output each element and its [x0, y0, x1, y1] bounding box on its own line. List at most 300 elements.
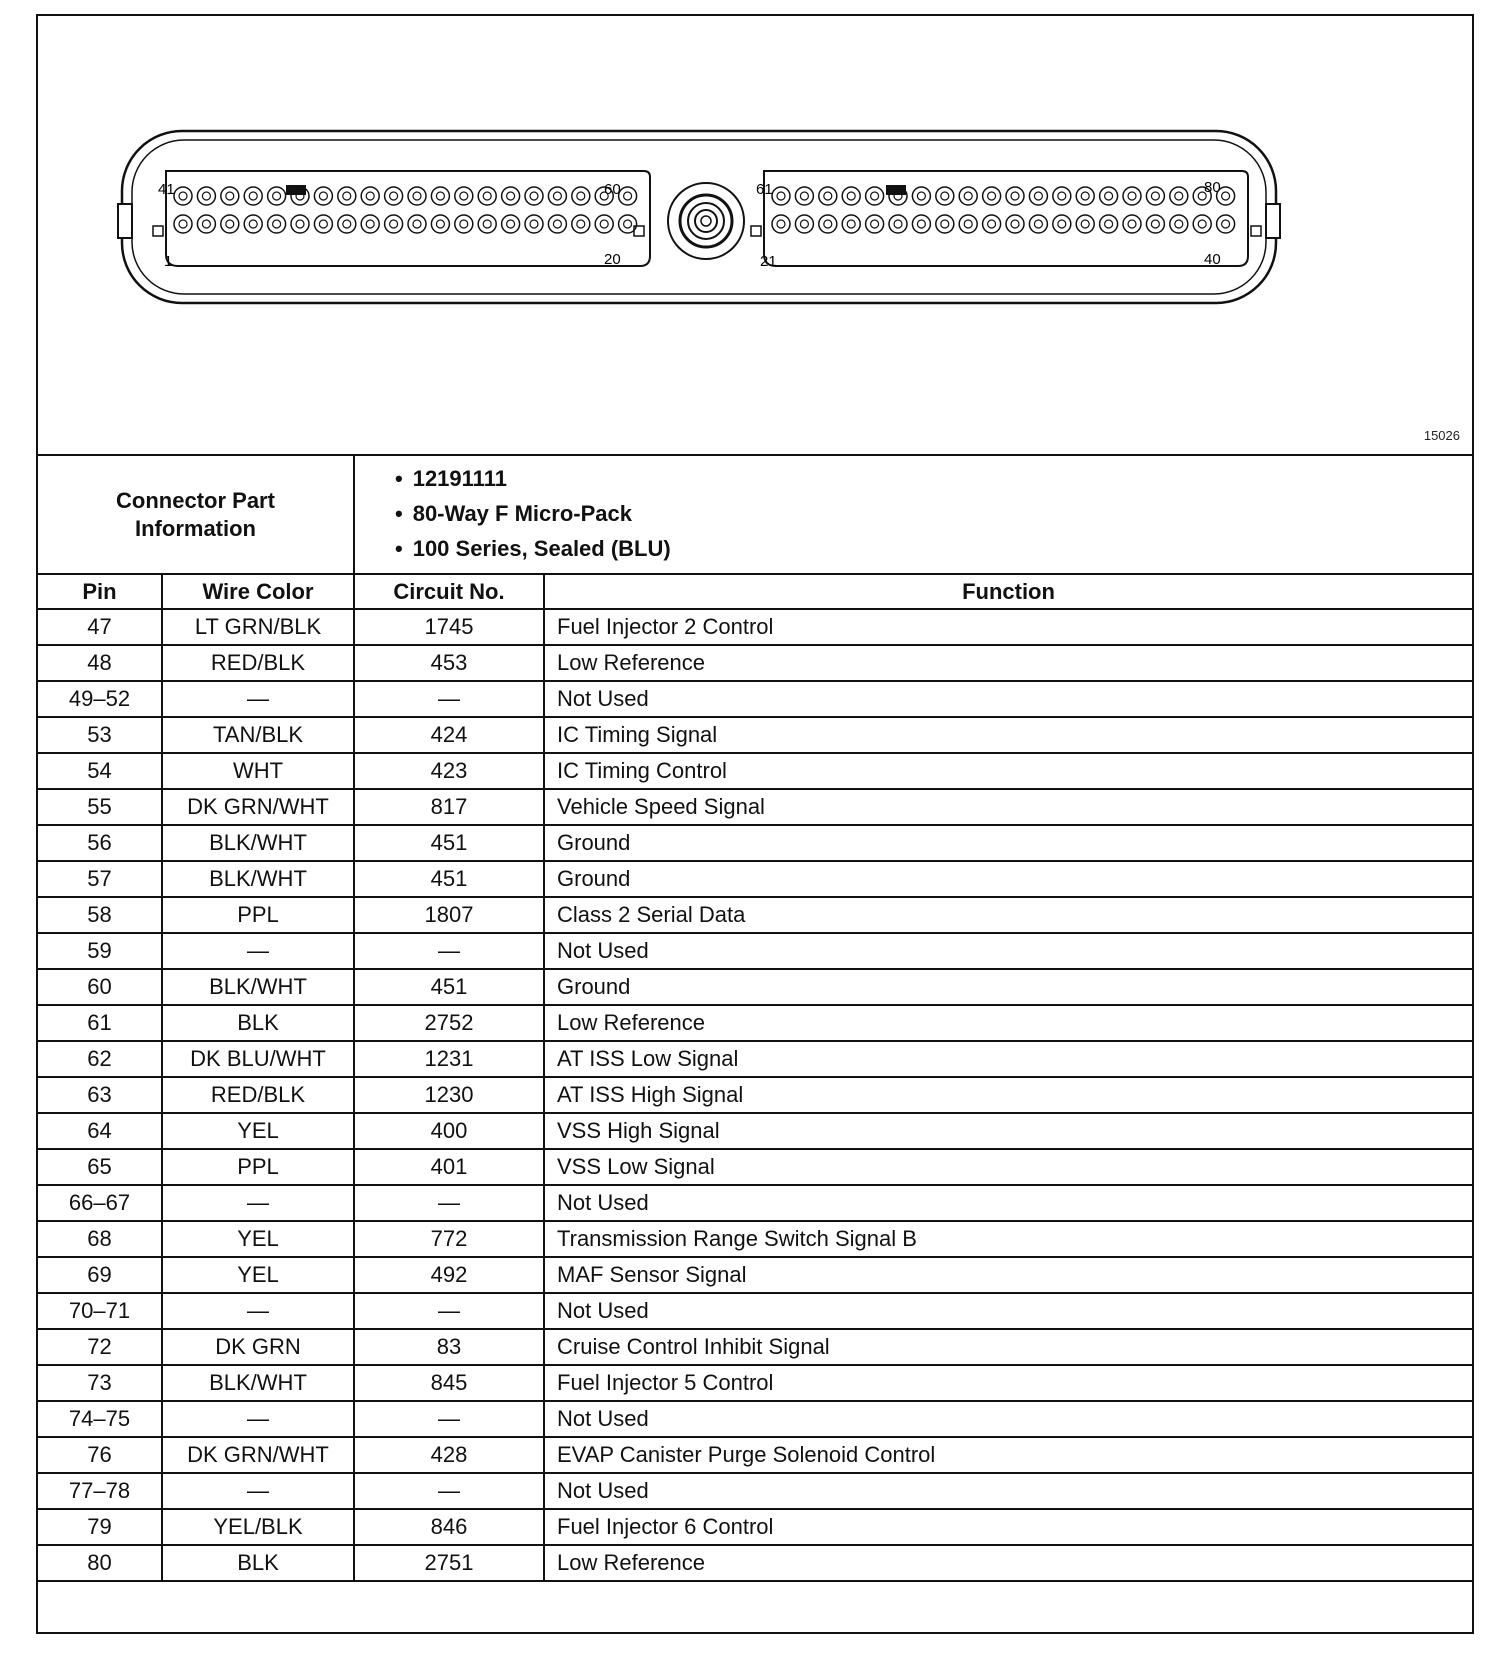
pin-terminal [226, 192, 234, 200]
pin-cell: 53 [37, 717, 162, 753]
circuit-cell: 846 [354, 1509, 544, 1545]
pin-terminal [917, 192, 925, 200]
circuit-cell: 817 [354, 789, 544, 825]
pin-terminal [390, 192, 398, 200]
pin-cell: 68 [37, 1221, 162, 1257]
circuit-cell: 772 [354, 1221, 544, 1257]
function-cell: Ground [544, 825, 1473, 861]
pin-terminal [249, 192, 257, 200]
pin-cell: 80 [37, 1545, 162, 1581]
wire-color-cell: PPL [162, 897, 354, 933]
pin-cavity [502, 187, 520, 205]
circuit-cell: 1230 [354, 1077, 544, 1113]
wire-color-cell: BLK/WHT [162, 861, 354, 897]
table-row [37, 717, 1473, 753]
pin-cavity [431, 187, 449, 205]
pin-cell: 65 [37, 1149, 162, 1185]
pin-cavity [1029, 215, 1047, 233]
connector-drawing [38, 16, 1474, 454]
pin-terminal [530, 220, 538, 228]
function-cell: AT ISS Low Signal [544, 1041, 1473, 1077]
table-row [37, 1401, 1473, 1437]
table-row [37, 933, 1473, 969]
wire-color-cell: — [162, 681, 354, 717]
circuit-cell: 451 [354, 861, 544, 897]
wire-color-cell: DK GRN [162, 1329, 354, 1365]
pin-cavity [197, 187, 215, 205]
pin-cavity [1029, 187, 1047, 205]
function-cell: Vehicle Speed Signal [544, 789, 1473, 825]
function-cell: AT ISS High Signal [544, 1077, 1473, 1113]
pin-cell: 58 [37, 897, 162, 933]
connector-series: • 100 Series, Sealed (BLU) [395, 534, 1472, 569]
pin-cavity [959, 187, 977, 205]
pin-cavity [1076, 187, 1094, 205]
table-row [37, 1041, 1473, 1077]
pin-cavity [385, 187, 403, 205]
pin-cell: 54 [37, 753, 162, 789]
table-row [37, 1221, 1473, 1257]
function-cell: Not Used [544, 1473, 1473, 1509]
wire-color-cell: — [162, 1185, 354, 1221]
pin-terminal [507, 192, 515, 200]
wire-color-cell: RED/BLK [162, 645, 354, 681]
pin-cavity [1193, 215, 1211, 233]
header-row [37, 574, 1473, 609]
function-cell: MAF Sensor Signal [544, 1257, 1473, 1293]
pin-cell: 70–71 [37, 1293, 162, 1329]
pin-terminal [777, 192, 785, 200]
pin-cell: 74–75 [37, 1401, 162, 1437]
pin-terminal [553, 192, 561, 200]
pin-cavity [478, 215, 496, 233]
table-row [37, 1257, 1473, 1293]
function-cell: Ground [544, 969, 1473, 1005]
table-row [37, 1329, 1473, 1365]
pin-cavity [197, 215, 215, 233]
wire-color-cell: — [162, 1401, 354, 1437]
connector-part-info-list [354, 455, 1473, 574]
function-cell: IC Timing Control [544, 753, 1473, 789]
pin-cell: 77–78 [37, 1473, 162, 1509]
pin-terminal [436, 220, 444, 228]
table-row [37, 1149, 1473, 1185]
pin-cavity [361, 187, 379, 205]
pin-label-60: 60 [604, 181, 621, 198]
function-cell: EVAP Canister Purge Solenoid Control [544, 1437, 1473, 1473]
wire-color-cell: YEL [162, 1221, 354, 1257]
circuit-cell: 1745 [354, 609, 544, 645]
wire-color-cell: BLK [162, 1005, 354, 1041]
circuit-cell: 423 [354, 753, 544, 789]
pin-cavity [572, 187, 590, 205]
pin-cavity [174, 215, 192, 233]
pin-terminal [343, 220, 351, 228]
pin-cavity [983, 187, 1001, 205]
pin-terminal [1105, 220, 1113, 228]
pin-terminal [319, 192, 327, 200]
circuit-cell: — [354, 1401, 544, 1437]
wire-color-cell: DK BLU/WHT [162, 1041, 354, 1077]
pin-terminal [988, 220, 996, 228]
pin-label-20: 20 [604, 251, 621, 268]
header-circuit: Circuit No. [354, 574, 544, 609]
pin-cavity [1100, 187, 1118, 205]
pin-terminal [964, 192, 972, 200]
pin-cell: 66–67 [37, 1185, 162, 1221]
pin-terminal [800, 220, 808, 228]
pin-cell: 57 [37, 861, 162, 897]
header-pin: Pin [37, 574, 162, 609]
connector-type: • 80-Way F Micro-Pack [395, 499, 1472, 534]
pin-cavity [338, 215, 356, 233]
circuit-cell: — [354, 933, 544, 969]
pin-label-80: 80 [1204, 179, 1221, 196]
pin-cell: 59 [37, 933, 162, 969]
pin-cavity [795, 187, 813, 205]
table-row [37, 1077, 1473, 1113]
pin-cavity [842, 187, 860, 205]
pin-terminal [436, 192, 444, 200]
pin-terminal [1011, 220, 1019, 228]
function-cell: Fuel Injector 2 Control [544, 609, 1473, 645]
pin-cavity [408, 215, 426, 233]
pin-terminal [600, 220, 608, 228]
table-row [37, 681, 1473, 717]
function-cell: Transmission Range Switch Signal B [544, 1221, 1473, 1257]
pin-cell: 63 [37, 1077, 162, 1113]
pin-cavity [866, 187, 884, 205]
function-cell: Low Reference [544, 1005, 1473, 1041]
pin-cavity [1146, 215, 1164, 233]
pin-terminal [847, 192, 855, 200]
pin-cavity [889, 215, 907, 233]
table-row [37, 1185, 1473, 1221]
table-row [37, 645, 1473, 681]
pin-terminal [941, 192, 949, 200]
pin-cavity [1193, 187, 1211, 205]
pin-cavity [431, 215, 449, 233]
circuit-cell: — [354, 1185, 544, 1221]
pin-cell: 56 [37, 825, 162, 861]
pin-cavity [314, 187, 332, 205]
pin-terminal [460, 220, 468, 228]
function-cell: Fuel Injector 5 Control [544, 1365, 1473, 1401]
pin-cavity [936, 187, 954, 205]
pin-terminal [483, 220, 491, 228]
wire-color-cell: DK GRN/WHT [162, 1437, 354, 1473]
pin-terminal [390, 220, 398, 228]
pin-cell: 73 [37, 1365, 162, 1401]
pin-terminal [553, 220, 561, 228]
pin-terminal [413, 220, 421, 228]
function-cell: Cruise Control Inhibit Signal [544, 1329, 1473, 1365]
document-frame [36, 14, 1474, 1634]
pin-terminal [179, 220, 187, 228]
pin-terminal [273, 192, 281, 200]
pin-terminal [507, 220, 515, 228]
pin-terminal [1128, 220, 1136, 228]
pin-cavity [912, 187, 930, 205]
pin-cavity [548, 215, 566, 233]
pin-cavity [619, 215, 637, 233]
pin-label-21: 21 [760, 253, 777, 270]
pin-cavity [772, 187, 790, 205]
pin-terminal [917, 220, 925, 228]
pin-cavity [1217, 187, 1235, 205]
pin-terminal [894, 220, 902, 228]
pin-terminal [1175, 220, 1183, 228]
pin-terminal [343, 192, 351, 200]
header-function: Function [544, 574, 1473, 609]
pin-terminal [483, 192, 491, 200]
wire-color-cell: — [162, 1473, 354, 1509]
pin-cavity [595, 215, 613, 233]
function-cell: VSS High Signal [544, 1113, 1473, 1149]
pin-cell: 47 [37, 609, 162, 645]
table-row [37, 897, 1473, 933]
circuit-cell: — [354, 1473, 544, 1509]
pin-cell: 62 [37, 1041, 162, 1077]
pin-terminal [1222, 192, 1230, 200]
wire-color-cell: RED/BLK [162, 1077, 354, 1113]
pin-cavity [772, 215, 790, 233]
pin-terminal [1081, 192, 1089, 200]
pin-cavity [866, 215, 884, 233]
pin-cell: 64 [37, 1113, 162, 1149]
function-cell: Not Used [544, 681, 1473, 717]
circuit-cell: — [354, 1293, 544, 1329]
pin-terminal [1222, 220, 1230, 228]
table-row [37, 1509, 1473, 1545]
wire-color-cell: — [162, 1293, 354, 1329]
table-row [37, 1473, 1473, 1509]
wire-color-cell: — [162, 933, 354, 969]
pin-cavity [455, 215, 473, 233]
pin-cell: 76 [37, 1437, 162, 1473]
pin-cavity [244, 215, 262, 233]
pin-terminal [296, 220, 304, 228]
pin-cavity [819, 215, 837, 233]
circuit-cell: 451 [354, 825, 544, 861]
pin-cavity [959, 215, 977, 233]
table-row [37, 753, 1473, 789]
pin-terminal [941, 220, 949, 228]
pin-cavity [1217, 215, 1235, 233]
pin-cavity [1006, 187, 1024, 205]
pin-terminal [366, 220, 374, 228]
table-row [37, 861, 1473, 897]
connector-table [36, 454, 1474, 1582]
pin-terminal [577, 192, 585, 200]
pin-cell: 61 [37, 1005, 162, 1041]
wire-color-cell: DK GRN/WHT [162, 789, 354, 825]
pin-cell: 49–52 [37, 681, 162, 717]
function-cell: Low Reference [544, 1545, 1473, 1581]
connector-diagram [38, 16, 1472, 454]
pin-terminal [319, 220, 327, 228]
function-cell: Fuel Injector 6 Control [544, 1509, 1473, 1545]
wire-color-cell: YEL/BLK [162, 1509, 354, 1545]
circuit-cell: 845 [354, 1365, 544, 1401]
pin-cavity [478, 187, 496, 205]
pin-cavity [221, 187, 239, 205]
table-row [37, 1545, 1473, 1581]
pin-terminal [871, 220, 879, 228]
pin-terminal [179, 192, 187, 200]
pin-terminal [1011, 192, 1019, 200]
pin-cavity [795, 215, 813, 233]
pin-terminal [1034, 192, 1042, 200]
pin-cavity [1170, 187, 1188, 205]
pin-cavity [936, 215, 954, 233]
pin-label-1: 1 [164, 253, 173, 270]
circuit-cell: 424 [354, 717, 544, 753]
pin-cavity [268, 215, 286, 233]
pin-terminal [824, 192, 832, 200]
pin-cavity [572, 215, 590, 233]
pin-cavity [1006, 215, 1024, 233]
function-cell: VSS Low Signal [544, 1149, 1473, 1185]
pin-cavity [983, 215, 1001, 233]
pin-terminal [413, 192, 421, 200]
pin-terminal [1034, 220, 1042, 228]
pin-terminal [800, 192, 808, 200]
function-cell: Not Used [544, 1401, 1473, 1437]
pin-cavity [1170, 215, 1188, 233]
table-row [37, 969, 1473, 1005]
pin-cavity [502, 215, 520, 233]
part-number: • 12191111 [395, 464, 1472, 499]
pin-cavity [619, 187, 637, 205]
pin-terminal [777, 220, 785, 228]
circuit-cell: 2752 [354, 1005, 544, 1041]
pin-terminal [1081, 220, 1089, 228]
pin-terminal [202, 192, 210, 200]
pin-cell: 55 [37, 789, 162, 825]
table-row [37, 1437, 1473, 1473]
pin-terminal [964, 220, 972, 228]
wire-color-cell: YEL [162, 1113, 354, 1149]
pin-terminal [273, 220, 281, 228]
circuit-cell: 401 [354, 1149, 544, 1185]
pin-cavity [1123, 215, 1141, 233]
pin-cavity [221, 215, 239, 233]
wire-color-cell: PPL [162, 1149, 354, 1185]
pin-terminal [1198, 192, 1206, 200]
pin-cavity [1053, 187, 1071, 205]
wire-color-cell: LT GRN/BLK [162, 609, 354, 645]
function-cell: Not Used [544, 1293, 1473, 1329]
connector-part-info-label: Connector Part Information [37, 455, 354, 574]
wire-color-cell: BLK [162, 1545, 354, 1581]
pin-cell: 79 [37, 1509, 162, 1545]
pin-terminal [460, 192, 468, 200]
function-cell: Not Used [544, 1185, 1473, 1221]
pin-cavity [244, 187, 262, 205]
pin-terminal [871, 192, 879, 200]
pin-terminal [226, 220, 234, 228]
table-row [37, 1293, 1473, 1329]
pin-terminal [1128, 192, 1136, 200]
pin-cavity [912, 215, 930, 233]
wire-color-cell: TAN/BLK [162, 717, 354, 753]
table-row [37, 825, 1473, 861]
pin-cavity [1100, 215, 1118, 233]
circuit-cell: 428 [354, 1437, 544, 1473]
pin-cavity [338, 187, 356, 205]
pin-cavity [1053, 215, 1071, 233]
pin-label-41: 41 [158, 181, 175, 198]
circuit-cell: 451 [354, 969, 544, 1005]
function-cell: IC Timing Signal [544, 717, 1473, 753]
pin-terminal [1058, 220, 1066, 228]
wire-color-cell: YEL [162, 1257, 354, 1293]
function-cell: Not Used [544, 933, 1473, 969]
table-row [37, 1365, 1473, 1401]
table-row [37, 1113, 1473, 1149]
circuit-cell: 1231 [354, 1041, 544, 1077]
pin-cavity [408, 187, 426, 205]
figure-number: 15026 [1423, 428, 1460, 443]
circuit-cell: 1807 [354, 897, 544, 933]
pin-cavity [842, 215, 860, 233]
function-cell: Low Reference [544, 645, 1473, 681]
pin-terminal [824, 220, 832, 228]
pin-terminal [1198, 220, 1206, 228]
circuit-cell: 453 [354, 645, 544, 681]
circuit-cell: 83 [354, 1329, 544, 1365]
pin-terminal [1175, 192, 1183, 200]
pin-cavity [1146, 187, 1164, 205]
pin-cavity [819, 187, 837, 205]
function-cell: Ground [544, 861, 1473, 897]
pin-cavity [1076, 215, 1094, 233]
pin-cavity [174, 187, 192, 205]
pin-cavity [525, 215, 543, 233]
function-cell: Class 2 Serial Data [544, 897, 1473, 933]
circuit-cell: 2751 [354, 1545, 544, 1581]
pin-terminal [988, 192, 996, 200]
wire-color-cell: WHT [162, 753, 354, 789]
table-row [37, 1005, 1473, 1041]
pin-label-40: 40 [1204, 251, 1221, 268]
pin-terminal [202, 220, 210, 228]
pin-cavity [385, 215, 403, 233]
pin-terminal [1151, 220, 1159, 228]
pin-terminal [624, 192, 632, 200]
connector-info-row [37, 455, 1473, 574]
pin-terminal [577, 220, 585, 228]
header-wire-color: Wire Color [162, 574, 354, 609]
table-row [37, 609, 1473, 645]
wire-color-cell: BLK/WHT [162, 825, 354, 861]
pin-cell: 48 [37, 645, 162, 681]
pin-terminal [1105, 192, 1113, 200]
pin-cell: 60 [37, 969, 162, 1005]
table-row [37, 789, 1473, 825]
pin-label-61: 61 [756, 181, 773, 198]
pin-terminal [624, 220, 632, 228]
pin-cavity [291, 215, 309, 233]
pin-terminal [1058, 192, 1066, 200]
pin-cavity [525, 187, 543, 205]
wire-color-cell: BLK/WHT [162, 1365, 354, 1401]
pin-terminal [1151, 192, 1159, 200]
pin-terminal [847, 220, 855, 228]
pin-terminal [249, 220, 257, 228]
circuit-cell: — [354, 681, 544, 717]
